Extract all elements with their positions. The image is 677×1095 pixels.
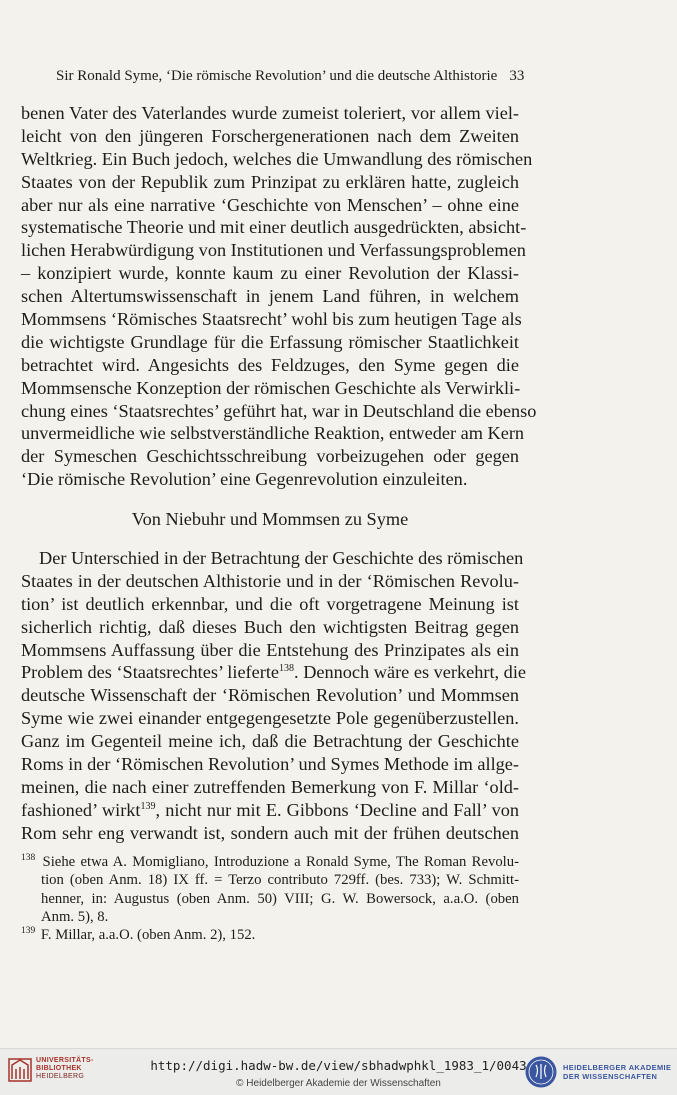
text-line: Ganz im Gegenteil meine ich, daß die Betrachtung der Geschichte bbox=[21, 731, 519, 752]
text-line: Staates von der Republik zum Prinzipat zu erklären hatte, zugleich bbox=[21, 171, 519, 192]
text-run: fashioned’ wirkt bbox=[21, 799, 141, 820]
footnote-ref-138[interactable]: 138 bbox=[279, 663, 295, 675]
footnote-138-line: henner, in: Augustus (oben Anm. 50) VIII; G. W. Bowersock, a.a.O. (oben bbox=[41, 890, 519, 907]
text-run: . Dennoch wäre es verkehrt, die bbox=[294, 662, 527, 683]
footnote-number: 138 bbox=[21, 853, 36, 863]
text-line: Staates in der deutschen Althistorie und in der ‘Römischen Revolu- bbox=[21, 570, 519, 591]
copyright-notice: © Heidelberger Akademie der Wissenschaften bbox=[236, 1078, 441, 1089]
text-line: lichen Herabwürdigung von Institutionen und Verfassungsproblemen bbox=[21, 240, 526, 261]
text-line: Weltkrieg. Ein Buch jedoch, welches die Umwandlung des römischen bbox=[21, 148, 533, 169]
footnote-138-line: Anm. 5), 8. bbox=[41, 908, 109, 925]
text-line: Der Unterschied in der Betrachtung der Geschichte des römischen bbox=[39, 548, 524, 568]
academy-name-line: HEIDELBERGER AKADEMIE bbox=[563, 1063, 672, 1072]
text-line: Roms in der ‘Römischen Revolution’ und Symes Methode im allge- bbox=[21, 754, 519, 775]
library-name-line: UNIVERSITÄTS- bbox=[36, 1057, 94, 1064]
text-line: schen Altertumswissenschaft in jenem Land führen, in welchem bbox=[21, 286, 519, 307]
text-line: unvermeidliche wie selbstverständliche Reaktion, entweder am Kern bbox=[21, 423, 525, 444]
text-line: leicht von den jüngeren Forschergenerationen nach dem Zweiten bbox=[21, 125, 519, 146]
footnote-138-line: tion (oben Anm. 18) IX ff. = Terzo contributo 729ff. (bes. 733); W. Schmitt- bbox=[41, 872, 519, 889]
academy-name-line: DER WISSENSCHAFTEN bbox=[563, 1072, 658, 1081]
text-line: Rom sehr eng verwandt ist, sondern auch mit der frühen deutschen bbox=[21, 822, 519, 843]
text-line bbox=[21, 799, 519, 822]
footnote-number: 139 bbox=[21, 926, 36, 937]
page-number: 33 bbox=[509, 68, 525, 84]
text-line bbox=[21, 661, 527, 684]
library-name-line: HEIDELBERG bbox=[36, 1073, 85, 1080]
running-title: Sir Ronald Syme, ‘Die römische Revolution’ und die deutsche Althistorie bbox=[56, 68, 498, 84]
text-line: Syme wie zwei einander entgegengesetzte Pole gegenüberzustellen. bbox=[21, 708, 519, 729]
footnotes bbox=[21, 853, 519, 944]
running-head bbox=[56, 68, 525, 85]
text-line: deutsche Wissenschaft der ‘Römischen Revolution’ und Mommsen bbox=[21, 685, 519, 706]
text-run: Problem des ‘Staatsrechtes’ lieferte bbox=[21, 662, 280, 683]
library-name-line: BIBLIOTHEK bbox=[36, 1065, 82, 1072]
text-line: systematische Theorie und mit einer deutlich ausgedrückten, absicht- bbox=[21, 217, 527, 238]
footnote-139-line bbox=[21, 926, 519, 944]
academy-name[interactable] bbox=[563, 1063, 671, 1081]
text-line: aber nur als eine narrative ‘Geschichte von Menschen’ – ohne eine bbox=[21, 194, 519, 215]
text-line: die wichtigste Grundlage für die Erfassung römischer Staatlichkeit bbox=[21, 331, 519, 352]
text-line: Mommsens Auffassung über die Entstehung des Prinzipates als ein bbox=[21, 639, 519, 660]
digitization-footer bbox=[0, 1048, 677, 1095]
text-line: der Symeschen Geschichtsschreibung vorbeizugehen oder gegen bbox=[21, 446, 519, 467]
text-line: ‘Die römische Revolution’ eine Gegenrevolution einzuleiten. bbox=[21, 469, 468, 490]
footnote-text: F. Millar, a.a.O. (oben Anm. 2), 152. bbox=[40, 927, 256, 944]
section-heading: Von Niebuhr und Mommsen zu Syme bbox=[131, 509, 409, 529]
footnote-ref-139[interactable]: 139 bbox=[140, 800, 156, 812]
document-url-link[interactable]: http://digi.hadw-bw.de/view/sbhadwphkl_1983_1/0043 bbox=[150, 1058, 527, 1073]
paragraph-2 bbox=[21, 547, 527, 845]
footnote-text: Siehe etwa A. Momigliano, Introduzione a Ronald Syme, The Roman Revolu- bbox=[42, 854, 519, 870]
footnote-138-line bbox=[21, 853, 519, 871]
text-run: , nicht nur mit E. Gibbons ‘Decline and Fall’ von bbox=[155, 799, 519, 820]
text-line: chung eines ‘Staatsrechtes’ geführt hat, war in Deutschland die ebenso bbox=[21, 400, 537, 421]
text-line: betrachtet wird. Angesichts des Feldzuges, den Syme gegen die bbox=[21, 354, 519, 375]
text-line: Mommsensche Konzeption der römischen Geschichte als Verwirkli- bbox=[21, 377, 521, 398]
text-line: Mommsens ‘Römisches Staatsrecht’ wohl bis zum heutigen Tage als bbox=[21, 309, 522, 330]
academy-seal-icon[interactable] bbox=[524, 1055, 558, 1089]
text-line: tion’ ist deutlich erkennbar, und die oft vorgetragene Meinung ist bbox=[21, 593, 519, 614]
text-line: meinen, die nach einer zutreffenden Bemerkung von F. Millar ‘old- bbox=[21, 776, 519, 797]
text-line: sicherlich richtig, daß dieses Buch den wichtigsten Beitrag gegen bbox=[21, 616, 519, 637]
text-line: – konzipiert wurde, konnte kaum zu einer Revolution der Klassi- bbox=[21, 263, 519, 284]
paragraph-1 bbox=[21, 102, 537, 491]
text-line: benen Vater des Vaterlandes wurde zumeist toleriert, vor allem viel- bbox=[21, 103, 519, 123]
